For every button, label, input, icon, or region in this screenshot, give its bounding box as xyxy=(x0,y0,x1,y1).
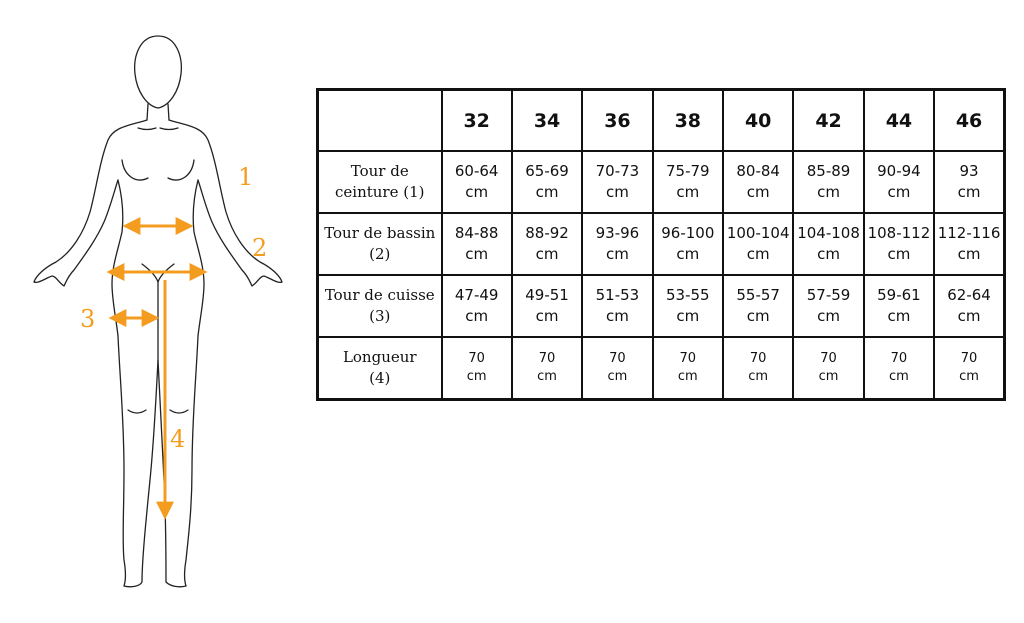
measurement-unit: cm xyxy=(957,307,981,325)
size-header: 42 xyxy=(793,90,863,152)
size-chart-table xyxy=(316,88,1006,401)
callout-3: 3 xyxy=(80,305,96,333)
measurement-unit: cm xyxy=(535,307,559,325)
body-figure xyxy=(0,0,300,623)
measurement-value: 60-64 xyxy=(454,162,499,180)
measurement-unit: cm xyxy=(817,307,840,325)
measurement-unit: cm xyxy=(466,369,487,384)
measurement-unit: cm xyxy=(887,183,911,201)
row-label-line: (2) xyxy=(369,245,391,263)
measurement-value: 62-64 xyxy=(947,286,991,304)
measurement-value: 100-104 xyxy=(726,224,790,242)
measurement-value: 70 xyxy=(538,351,556,366)
measurement-cell xyxy=(653,275,723,337)
measurement-unit: cm xyxy=(676,307,700,325)
figure-outline xyxy=(34,36,282,587)
row-label xyxy=(318,151,442,213)
measurement-unit: cm xyxy=(818,369,839,384)
measurement-unit: cm xyxy=(887,245,911,263)
waist-row xyxy=(318,151,1005,213)
measurement-value: 55-57 xyxy=(736,286,780,304)
measurement-value: 93-96 xyxy=(595,224,640,242)
measurement-unit: cm xyxy=(748,369,769,384)
measurement-value: 65-69 xyxy=(525,162,569,180)
measurement-cell xyxy=(793,337,863,400)
row-label-line: (4) xyxy=(369,369,391,387)
callout-4: 4 xyxy=(170,425,186,453)
callout-1: 1 xyxy=(238,163,254,191)
measurement-cell xyxy=(864,337,934,400)
size-header: 40 xyxy=(723,90,793,152)
measurement-value: 70-73 xyxy=(595,162,640,180)
measurement-value: 108-112 xyxy=(867,224,931,242)
measurement-unit: cm xyxy=(676,183,700,201)
measurement-cell xyxy=(793,151,863,213)
measurement-cell xyxy=(723,151,793,213)
measurement-cell xyxy=(442,213,512,275)
measurement-value: 70 xyxy=(960,351,978,366)
measurement-cell xyxy=(723,275,793,337)
measurement-unit: cm xyxy=(607,369,628,384)
measurement-cell xyxy=(512,337,582,400)
size-header: 34 xyxy=(512,90,582,152)
measurement-value: 70 xyxy=(890,351,908,366)
measurement-unit: cm xyxy=(817,245,840,263)
measurement-unit: cm xyxy=(535,245,559,263)
measurement-value: 70 xyxy=(679,351,697,366)
measurement-cell xyxy=(934,151,1004,213)
measurement-cell xyxy=(653,337,723,400)
measurement-value: 93 xyxy=(959,162,979,180)
length-row xyxy=(318,337,1005,400)
measurement-cell xyxy=(653,213,723,275)
measurement-cell xyxy=(442,337,512,400)
measurement-value: 75-79 xyxy=(666,162,710,180)
row-label-line: ceinture (1) xyxy=(335,183,425,201)
measurement-value: 49-51 xyxy=(525,286,569,304)
measurement-cell xyxy=(582,151,652,213)
hip-row xyxy=(318,213,1005,275)
measurement-value: 112-116 xyxy=(937,224,1001,242)
measurement-cell xyxy=(864,275,934,337)
row-label xyxy=(318,213,442,275)
measurement-value: 70 xyxy=(468,351,485,366)
measurement-cell xyxy=(442,275,512,337)
size-header: 32 xyxy=(442,90,512,152)
measurement-cell xyxy=(723,213,793,275)
callout-2: 2 xyxy=(252,234,268,262)
size-header: 38 xyxy=(653,90,723,152)
measurement-value: 80-84 xyxy=(736,162,780,180)
measurement-cell xyxy=(934,275,1004,337)
measurement-value: 96-100 xyxy=(661,224,715,242)
measurement-unit: cm xyxy=(535,183,559,201)
measurement-unit: cm xyxy=(537,369,557,384)
measurement-unit: cm xyxy=(887,307,911,325)
measurement-unit: cm xyxy=(465,307,489,325)
measurement-unit: cm xyxy=(465,183,489,201)
measurement-cell xyxy=(582,275,652,337)
measurement-value: 104-108 xyxy=(797,224,860,242)
measurement-cell xyxy=(582,337,652,400)
measurement-value: 70 xyxy=(820,351,837,366)
measurement-unit: cm xyxy=(817,183,840,201)
measurement-unit: cm xyxy=(746,307,770,325)
measurement-unit: cm xyxy=(746,245,770,263)
size-header-row xyxy=(318,90,1005,152)
size-header: 44 xyxy=(864,90,934,152)
measurement-value: 57-59 xyxy=(806,286,851,304)
measurement-cell xyxy=(512,275,582,337)
measurement-unit: cm xyxy=(676,245,700,263)
measurement-cell xyxy=(793,275,863,337)
measurement-value: 51-53 xyxy=(595,286,640,304)
measurement-cell xyxy=(864,213,934,275)
size-header: 46 xyxy=(934,90,1004,152)
measurement-value: 90-94 xyxy=(877,162,921,180)
measurement-value: 70 xyxy=(749,351,767,366)
measurement-unit: cm xyxy=(606,183,629,201)
measurement-value: 53-55 xyxy=(666,286,710,304)
corner-cell xyxy=(318,90,442,152)
measurement-unit: cm xyxy=(889,369,909,384)
measurement-cell xyxy=(934,213,1004,275)
measurement-cell xyxy=(864,151,934,213)
row-label-line: Longueur xyxy=(342,348,417,366)
measurement-value: 70 xyxy=(609,351,626,366)
measurement-value: 59-61 xyxy=(877,286,921,304)
row-label-line: (3) xyxy=(369,307,391,325)
measurement-unit: cm xyxy=(746,183,770,201)
measurement-unit: cm xyxy=(677,369,698,384)
thigh-row xyxy=(318,275,1005,337)
measurement-value: 47-49 xyxy=(454,286,499,304)
measurement-cell xyxy=(653,151,723,213)
size-header: 36 xyxy=(582,90,652,152)
row-label xyxy=(318,275,442,337)
measurement-value: 84-88 xyxy=(454,224,499,242)
measurement-cell xyxy=(512,151,582,213)
measurement-unit: cm xyxy=(606,307,629,325)
row-label-line: Tour de xyxy=(350,162,409,180)
measurement-unit: cm xyxy=(957,183,981,201)
measurement-cell xyxy=(582,213,652,275)
measurement-unit: cm xyxy=(465,245,489,263)
row-label xyxy=(318,337,442,400)
measurement-cell xyxy=(934,337,1004,400)
measurement-value: 85-89 xyxy=(806,162,851,180)
measurement-unit: cm xyxy=(957,245,981,263)
measurement-cell xyxy=(512,213,582,275)
measurement-cell xyxy=(442,151,512,213)
measurement-cell xyxy=(793,213,863,275)
measurement-unit: cm xyxy=(959,369,979,384)
measurement-cell xyxy=(723,337,793,400)
row-label-line: Tour de cuisse xyxy=(324,286,435,304)
row-label-line: Tour de bassin xyxy=(324,224,436,242)
measurement-value: 88-92 xyxy=(525,224,569,242)
measurement-unit: cm xyxy=(606,245,629,263)
